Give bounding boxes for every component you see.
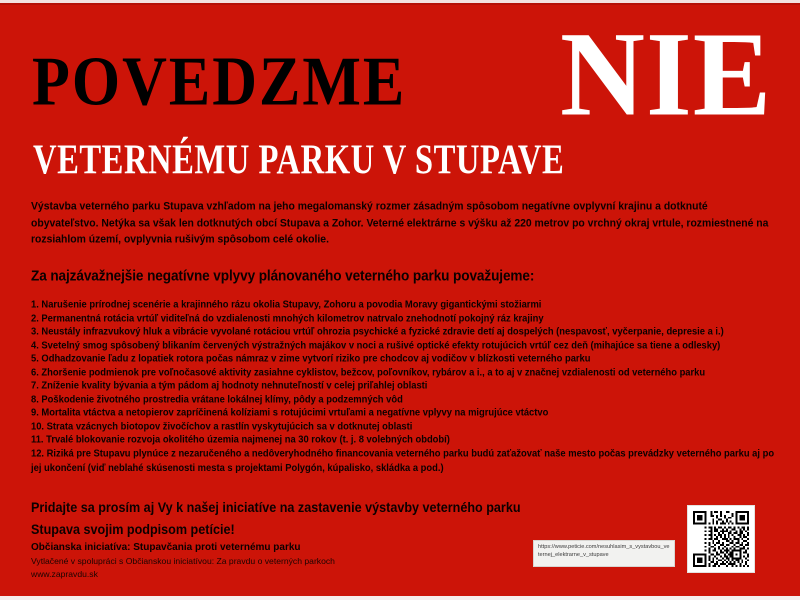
list-item: 6. Zhoršenie podmienok pre voľnočasové aktivity zasiahne cyklistov, bežcov, poľovníkov, rybárov a i., a to aj v značnej vzdialenosti od veterného parku [31,365,706,378]
list-item: 2. Permanentná rotácia vrtúľ viditeľná do vzdialenosti mnohých kilometrov natrvalo znehodnotí pokojný ráz krajiny [31,311,544,324]
list-item: 10. Strata vzácnych biotopov živočíchov a rastlín vyskytujúcich sa v dotknutej oblasti [31,419,413,432]
headline-word-nie: NIE [560,7,773,142]
headline-subtitle: VETERNÉMU PARKU V STUPAVE [33,137,565,184]
list-item: 11. Trvalé blokovanie rozvoja okolitého územia najmenej na 30 rokov (t. j. 8 volebných období) [31,433,450,445]
headline-word-povedzme: POVEDZME [32,44,407,121]
petition-url-box[interactable] [533,540,675,567]
list-item: 5. Odhadzovanie ľadu z lopatiek rotora počas námraz v zime vytvorí riziko pre chodcov aj vodičov v blízkosti veterného parku [31,352,591,364]
call-to-action-text: Pridajte sa prosím aj Vy k našej iniciatíve na zastavenie výstavby veterného parku Stupava svojim podpisom petície! [31,500,521,538]
list-item: 8. Poškodenie životného prostredia vrátane lokálnej klímy, pôdy a podzemných vôd [31,392,403,405]
list-item: 1. Narušenie prírodnej scenérie a krajinného rázu okolia Stupavy, Zohoru a povodia Moravy gigantickými stožiarmi [31,298,542,310]
footer-cooperation-note: Vytlačené v spolupráci s Občianskou iniciatívou: Za pravdu o veterných parkoch [31,556,335,566]
intro-paragraph: Výstavba veterného parku Stupava vzhľadom na jeho megalomanský rozmer zásadným spôsobom negatívne ovplyvní krajinu a dotknuté obyvateľstvo. Netýka sa však len dotknutých obcí Stupava a Zohor. Veterné elektrárne s výšku až 220 metrov po vrchný okraj vrtule, rozmiestnené na rozsiahlom území, ovplyvnia rušivým spôsobom celé okolie. [31,201,769,246]
footer-block [31,541,501,581]
list-item: 12. Riziká pre Stupavu plynúce z nezaručeného a nedôveryhodného financovania veterného parku budú zaťažovať naše mesto počas prevádzky veterného parku aj po jej ukončení (viď neblahé skúsenosti mesta s projektami Polygón, kúpalisko, skládka a pod.) [31,447,775,473]
list-item: 3. Neustály infrazvukový hluk a vibrácie vyvolané rotáciou vrtúľ ohrozia psychické a fyzické zdravie detí aj dospelých (nespavosť, vyčerpanie, depresie a i.) [31,325,724,337]
list-item: 7. Zníženie kvality bývania a tým pádom aj hodnoty nehnuteľností v celej priľahlej oblasti [31,379,428,391]
headline-block [0,7,800,142]
list-item: 4. Svetelný smog spôsobený blikaním červených výstražných majákov v noci a rušivé optické efekty rotujúcich vrtúľ cez deň (mihajúce sa tiene a odlesky) [31,338,721,351]
footer-website: www.zapravdu.sk [31,569,98,579]
footer-initiative-name: Občianska iniciatíva: Stupavčania proti veternému parku [31,542,301,553]
petition-url-text: https://www.peticie.com/nesuhlasim_s_vystavbou_veternej_elektrarne_v_stupave [538,544,670,558]
issues-list [31,297,779,473]
list-item: 9. Mortalita vtáctva a netopierov zapríčinená kolíziami s rotujúcimi vrtuľami a negatívne vplyvy na migrujúce vtáctvo [31,406,549,418]
issues-subheading: Za najzávažnejšie negatívne vplyvy plánovaného veterného parku považujeme: [31,267,535,284]
qr-code-icon[interactable] [687,505,755,573]
